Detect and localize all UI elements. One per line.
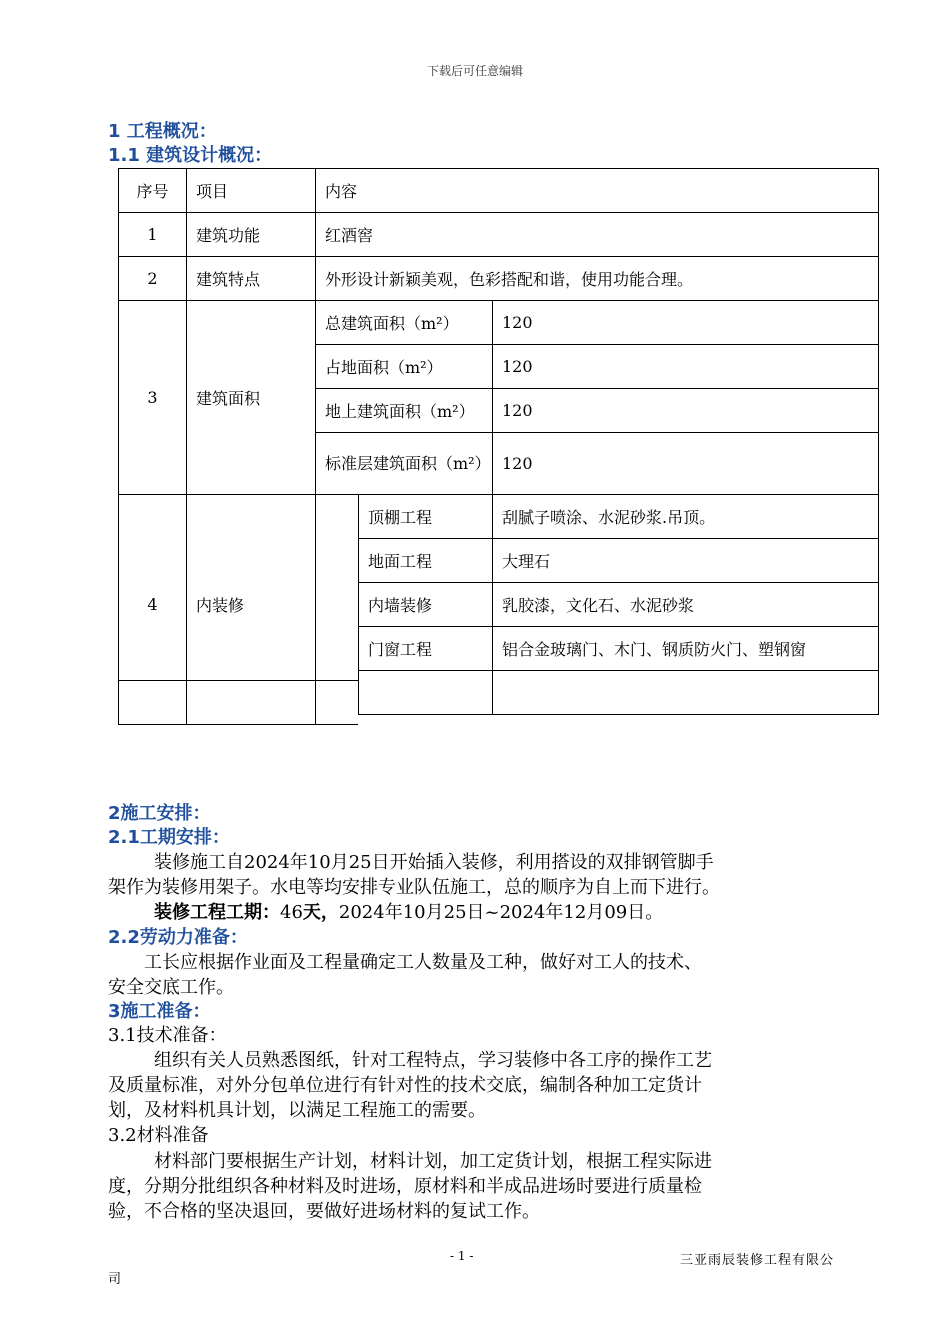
section-2-title: 2施工安排： xyxy=(108,803,211,824)
table-header-row xyxy=(119,169,879,213)
finish-label: 门窗工程 xyxy=(359,627,493,671)
area-label: 总建筑面积（m²） xyxy=(316,301,493,345)
footer-company-continued: 司 xyxy=(108,1272,122,1287)
row-content: 红酒窖 xyxy=(316,213,879,257)
finish-value: 铝合金玻璃门、木门、钢质防火门、塑钢窗 xyxy=(493,627,879,671)
text-line: 组织有关人员熟悉图纸，针对工程特点，学习装修中各工序的操作工艺 xyxy=(154,1050,712,1071)
header-item: 项目 xyxy=(187,169,316,213)
row-no: 4 xyxy=(119,495,187,715)
table-row xyxy=(119,213,879,257)
table-row xyxy=(119,257,879,301)
blank-cell xyxy=(359,671,493,715)
area-value: 120 xyxy=(493,389,879,433)
text-line: 及质量标准，对外分包单位进行有针对性的技术交底，编制各种加工定货计 xyxy=(108,1075,702,1096)
table-row xyxy=(119,495,879,539)
finish-label: 内墙装修 xyxy=(359,583,493,627)
area-value: 120 xyxy=(493,345,879,389)
text-line: 安全交底工作。 xyxy=(108,977,234,998)
finish-value: 刮腻子喷涂、水泥砂浆.吊顶。 xyxy=(493,495,879,539)
section-3-2-title: 3.2材料准备 xyxy=(108,1125,209,1146)
area-value: 120 xyxy=(493,433,879,495)
section-2-2-title: 2.2劳动力准备： xyxy=(108,927,248,948)
text-line: 工长应根据作业面及工程量确定工人数量及工种，做好对工人的技术、 xyxy=(144,952,702,973)
row-item: 建筑特点 xyxy=(187,257,316,301)
area-label: 标准层建筑面积（m²） xyxy=(316,433,493,495)
duration-dates: 2024年10月25日~2024年12月09日。 xyxy=(338,902,664,923)
finish-value: 大理石 xyxy=(493,539,879,583)
text-line: 架作为装修用架子。水电等均安排专业队伍施工，总的顺序为自上而下进行。 xyxy=(108,877,720,898)
row-item: 建筑面积 xyxy=(187,301,316,495)
finish-label: 顶棚工程 xyxy=(359,495,493,539)
row-no: 3 xyxy=(119,301,187,495)
blank-cell xyxy=(493,671,879,715)
row-item: 内装修 xyxy=(187,495,316,715)
schedule-paragraph xyxy=(108,850,843,925)
building-overview-table xyxy=(118,168,879,715)
header-content: 内容 xyxy=(316,169,879,213)
section-2-1-title: 2.1工期安排： xyxy=(108,827,230,848)
area-label: 地上建筑面积（m²） xyxy=(316,389,493,433)
text-line: 材料部门要根据生产计划，材料计划，加工定货计划，根据工程实际进 xyxy=(154,1151,712,1172)
table-row xyxy=(119,301,879,345)
text-line: 划，及材料机具计划，以满足工程施工的需要。 xyxy=(108,1100,486,1121)
materials-paragraph xyxy=(108,1149,843,1224)
tech-paragraph xyxy=(108,1048,843,1123)
row-content: 外形设计新颖美观，色彩搭配和谐，使用功能合理。 xyxy=(316,257,879,301)
duration-line xyxy=(108,900,843,925)
section-3-title: 3施工准备： xyxy=(108,1001,211,1022)
text-line: 装修施工自2024年10月25日开始插入装修，利用搭设的双排钢管脚手 xyxy=(154,852,714,873)
text-line: 度，分期分批组织各种材料及时进场，原材料和半成品进场时要进行质量检 xyxy=(108,1176,702,1197)
finish-value: 乳胶漆，文化石、水泥砂浆 xyxy=(493,583,879,627)
text-line: 验，不合格的坚决退回，要做好进场材料的复试工作。 xyxy=(108,1201,540,1222)
area-label: 占地面积（m²） xyxy=(316,345,493,389)
section-1-1-title: 1.1 建筑设计概况： xyxy=(108,145,273,166)
duration-label: 装修工程工期： xyxy=(154,902,280,923)
header-no: 序号 xyxy=(119,169,187,213)
row-no: 2 xyxy=(119,257,187,301)
row-item: 建筑功能 xyxy=(187,213,316,257)
section-3-1-title: 3.1技术准备： xyxy=(108,1025,227,1046)
page-number: - 1 - xyxy=(450,1249,474,1263)
labor-paragraph xyxy=(108,950,843,1000)
empty-row-left-box xyxy=(118,680,358,725)
duration-unit: 天， xyxy=(302,902,339,923)
header-note: 下载后可任意编辑 xyxy=(426,64,523,78)
section-1-title: 1 工程概况： xyxy=(108,121,217,142)
duration-days: 46 xyxy=(280,902,303,923)
footer-company: 三亚雨辰装修工程有限公 xyxy=(680,1253,835,1268)
finish-label: 地面工程 xyxy=(359,539,493,583)
row-no: 1 xyxy=(119,213,187,257)
area-value: 120 xyxy=(493,301,879,345)
